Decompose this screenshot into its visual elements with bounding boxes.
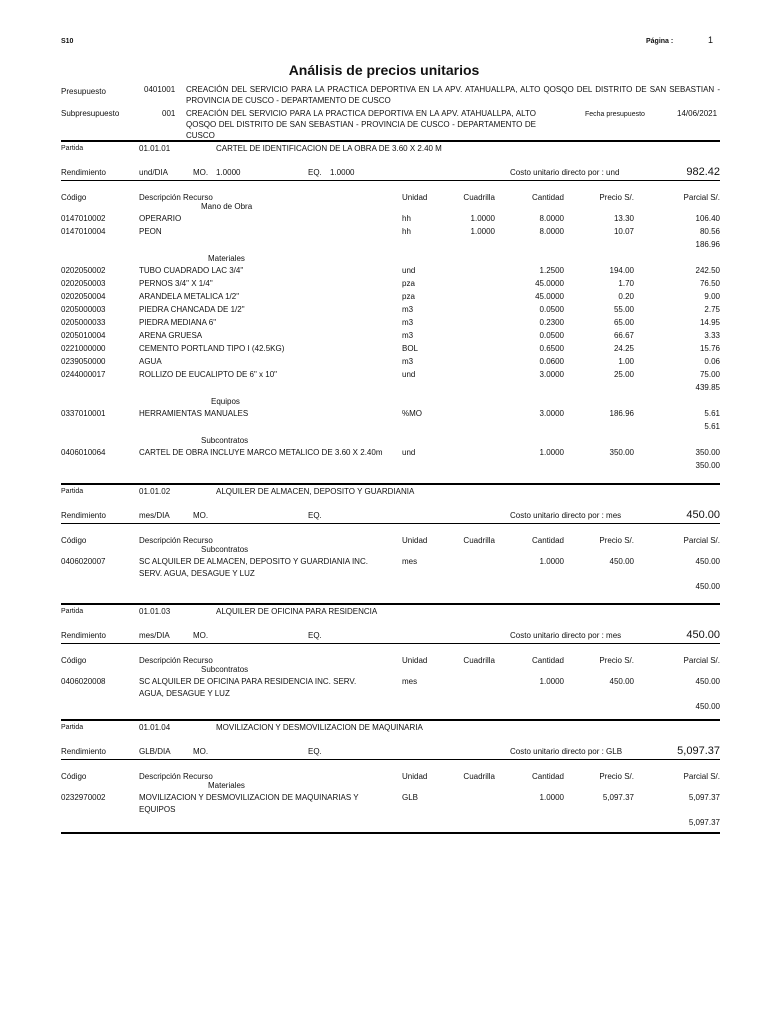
row-description: ROLLIZO DE EUCALIPTO DE 6" x 10"	[139, 370, 278, 379]
row-description: OPERARIO	[139, 214, 182, 223]
row-precio: 55.00	[613, 305, 634, 314]
costo-value: 982.42	[686, 166, 720, 178]
rendimiento-label: Rendimiento	[61, 168, 106, 177]
row-code: 0147010002	[61, 214, 106, 223]
col-precio: Precio S/.	[599, 656, 634, 665]
row-cantidad: 0.0500	[539, 331, 564, 340]
row-cantidad: 0.0500	[539, 305, 564, 314]
col-precio: Precio S/.	[599, 772, 634, 781]
row-parcial: 450.00	[695, 557, 720, 566]
row-precio: 10.07	[613, 227, 634, 236]
fecha-value: 14/06/2021	[677, 109, 718, 118]
col-codigo: Código	[61, 772, 87, 781]
subpresupuesto-label: Subpresupuesto	[61, 109, 120, 118]
row-description: AGUA	[139, 357, 162, 366]
page-title: Análisis de precios unitarios	[288, 62, 480, 78]
row-precio: 65.00	[613, 318, 634, 327]
col-codigo: Código	[61, 193, 87, 202]
row-parcial: 2.75	[704, 305, 720, 314]
row-cantidad: 1.0000	[539, 557, 564, 566]
row-unit: m3	[402, 305, 414, 314]
row-precio: 1.00	[618, 357, 634, 366]
row-description: ARANDELA METALICA 1/2"	[139, 292, 240, 301]
rendimiento-underline	[61, 759, 720, 760]
col-descripcion: Descripción Recurso	[139, 536, 213, 545]
group-subtotal: 350.00	[695, 461, 720, 470]
row-code: 0202050002	[61, 266, 106, 275]
row-unit: m3	[402, 357, 414, 366]
col-parcial: Parcial S/.	[683, 772, 720, 781]
row-description-cont: AGUA, DESAGUE Y LUZ	[139, 689, 230, 698]
report-code: S10	[61, 38, 74, 45]
row-unit: m3	[402, 318, 414, 327]
row-cantidad: 1.0000	[539, 448, 564, 457]
costo-value: 450.00	[686, 629, 720, 641]
rendimiento-unit: GLB/DIA	[139, 747, 171, 756]
row-precio: 5,097.37	[602, 793, 634, 802]
partida-code: 01.01.01	[139, 144, 171, 153]
row-description: MOVILIZACION Y DESMOVILIZACION DE MAQUINARIAS Y	[139, 793, 359, 802]
row-description: PEON	[139, 227, 162, 236]
row-cuadrilla: 1.0000	[470, 227, 495, 236]
costo-value: 5,097.37	[677, 745, 720, 757]
row-parcial: 106.40	[695, 214, 720, 223]
rendimiento-label: Rendimiento	[61, 511, 106, 520]
row-description: CEMENTO PORTLAND TIPO I (42.5KG)	[139, 344, 285, 353]
row-precio: 13.30	[613, 214, 634, 223]
col-descripcion: Descripción Recurso	[139, 772, 213, 781]
row-precio: 1.70	[618, 279, 634, 288]
costo-label: Costo unitario directo por : GLB	[510, 747, 623, 756]
row-code: 0337010001	[61, 409, 106, 418]
row-cantidad: 3.0000	[539, 370, 564, 379]
row-parcial: 3.33	[704, 331, 720, 340]
row-description: SC ALQUILER DE ALMACEN, DEPOSITO Y GUARDIANIA INC.	[139, 557, 368, 566]
row-cantidad: 45.0000	[535, 279, 564, 288]
partida-separator	[61, 483, 720, 485]
row-cantidad: 3.0000	[539, 409, 564, 418]
row-unit: pza	[402, 279, 415, 288]
row-precio: 0.20	[618, 292, 634, 301]
row-cantidad: 45.0000	[535, 292, 564, 301]
row-unit: mes	[402, 677, 418, 686]
row-unit: %MO	[402, 409, 422, 418]
row-parcial: 76.50	[699, 279, 720, 288]
costo-value: 450.00	[686, 509, 720, 521]
row-unit: und	[402, 448, 416, 457]
row-code: 0202050003	[61, 279, 106, 288]
page-number: 1	[708, 35, 714, 45]
row-precio: 66.67	[613, 331, 634, 340]
costo-label: Costo unitario directo por : und	[510, 168, 620, 177]
rendimiento-unit: mes/DIA	[139, 631, 170, 640]
col-unidad: Unidad	[402, 536, 428, 545]
row-parcial: 9.00	[704, 292, 720, 301]
row-unit: hh	[402, 227, 411, 236]
row-cuadrilla: 1.0000	[470, 214, 495, 223]
row-code: 0205000033	[61, 318, 106, 327]
mo-label: MO.	[193, 168, 209, 177]
row-precio: 194.00	[609, 266, 634, 275]
end-separator	[61, 832, 720, 834]
col-cantidad: Cantidad	[531, 656, 564, 665]
col-cuadrilla: Cuadrilla	[463, 656, 495, 665]
partida-description: CARTEL DE IDENTIFICACION DE LA OBRA DE 3.60 X 2.40 M	[216, 144, 442, 153]
row-description: SC ALQUILER DE OFICINA PARA RESIDENCIA INC. SERV.	[139, 677, 357, 686]
costo-label: Costo unitario directo por : mes	[510, 631, 622, 640]
row-code: 0232970002	[61, 793, 106, 802]
rendimiento-underline	[61, 180, 720, 181]
costo-label: Costo unitario directo por : mes	[510, 511, 622, 520]
col-cuadrilla: Cuadrilla	[463, 193, 495, 202]
partida-label: Partida	[61, 724, 84, 731]
group-subtotal: 186.96	[695, 240, 720, 249]
partida-separator	[61, 603, 720, 605]
group-subtotal: 5.61	[704, 422, 720, 431]
partida-code: 01.01.04	[139, 723, 171, 732]
row-unit: und	[402, 266, 416, 275]
row-parcial: 5.61	[704, 409, 720, 418]
row-parcial: 14.95	[699, 318, 720, 327]
group-subtotal: 5,097.37	[688, 818, 720, 827]
col-codigo: Código	[61, 656, 87, 665]
presupuesto-text: CREACIÓN DEL SERVICIO PARA LA PRACTICA DEPORTIVA EN LA APV. ATAHUALLPA, ALTO QOSQO DEL DISTRITO DE SAN SEBASTIAN - PROVINCIA DE CUSCO - DEPARTAMENTO DE CUSCO	[186, 85, 720, 105]
subpresupuesto-text: CREACIÓN DEL SERVICIO PARA LA PRACTICA DEPORTIVA EN LA APV. ATAHUALLPA, ALTO QOSQO DEL DISTRITO DE SAN SEBASTIAN - PROVINCIA DE CUSCO - DEPARTAMENTO DE CUSCO	[186, 109, 536, 140]
col-cantidad: Cantidad	[531, 536, 564, 545]
group-name: Subcontratos	[201, 436, 249, 445]
row-code: 0406010064	[61, 448, 106, 457]
col-cantidad: Cantidad	[531, 772, 564, 781]
row-precio: 450.00	[609, 677, 634, 686]
partida-separator	[61, 140, 720, 142]
mo-label: MO.	[193, 511, 209, 520]
row-cantidad: 1.0000	[539, 793, 564, 802]
row-cantidad: 0.0600	[539, 357, 564, 366]
partida-code: 01.01.03	[139, 607, 171, 616]
group-name: Subcontratos	[201, 665, 249, 674]
col-precio: Precio S/.	[599, 536, 634, 545]
row-description: CARTEL DE OBRA INCLUYE MARCO METALICO DE 3.60 X 2.40m	[139, 448, 383, 457]
row-description: PERNOS 3/4" X 1/4"	[139, 279, 213, 288]
subpresupuesto-code: 001	[162, 109, 176, 118]
group-name: Materiales	[208, 781, 245, 790]
row-description: PIEDRA CHANCADA DE 1/2"	[139, 305, 245, 314]
group-name: Equipos	[211, 397, 240, 406]
row-precio: 450.00	[609, 557, 634, 566]
partida-description: ALQUILER DE OFICINA PARA RESIDENCIA	[216, 607, 378, 616]
row-precio: 350.00	[609, 448, 634, 457]
col-cantidad: Cantidad	[531, 193, 564, 202]
rendimiento-unit: und/DIA	[139, 168, 168, 177]
partida-description: ALQUILER DE ALMACEN, DEPOSITO Y GUARDIANIA	[216, 487, 415, 496]
partida-separator	[61, 719, 720, 721]
group-subtotal: 450.00	[695, 702, 720, 711]
row-unit: GLB	[402, 793, 419, 802]
group-name: Mano de Obra	[201, 202, 253, 211]
row-description: ARENA GRUESA	[139, 331, 203, 340]
row-code: 0244000017	[61, 370, 106, 379]
row-cantidad: 1.2500	[539, 266, 564, 275]
eq-label: EQ.	[308, 168, 322, 177]
row-cantidad: 1.0000	[539, 677, 564, 686]
row-code: 0205010004	[61, 331, 106, 340]
row-parcial: 0.06	[704, 357, 720, 366]
group-subtotal: 450.00	[695, 582, 720, 591]
row-description-cont: EQUIPOS	[139, 805, 176, 814]
col-descripcion: Descripción Recurso	[139, 193, 213, 202]
partida-label: Partida	[61, 608, 84, 615]
row-code: 0202050004	[61, 292, 106, 301]
row-description: TUBO CUADRADO LAC 3/4"	[139, 266, 244, 275]
row-parcial: 15.76	[699, 344, 720, 353]
row-code: 0221000000	[61, 344, 106, 353]
eq-value: 1.0000	[330, 168, 355, 177]
col-unidad: Unidad	[402, 193, 428, 202]
col-unidad: Unidad	[402, 656, 428, 665]
row-unit: pza	[402, 292, 415, 301]
group-name: Subcontratos	[201, 545, 249, 554]
presupuesto-code: 0401001	[144, 85, 176, 94]
col-parcial: Parcial S/.	[683, 656, 720, 665]
row-code: 0205000003	[61, 305, 106, 314]
partida-description: MOVILIZACION Y DESMOVILIZACION DE MAQUINARIA	[216, 723, 423, 732]
mo-label: MO.	[193, 747, 209, 756]
eq-label: EQ.	[308, 511, 322, 520]
col-unidad: Unidad	[402, 772, 428, 781]
col-precio: Precio S/.	[599, 193, 634, 202]
rendimiento-label: Rendimiento	[61, 631, 106, 640]
partida-label: Partida	[61, 488, 84, 495]
row-unit: BOL	[402, 344, 419, 353]
partida-code: 01.01.02	[139, 487, 171, 496]
col-descripcion: Descripción Recurso	[139, 656, 213, 665]
partida-label: Partida	[61, 145, 84, 152]
col-cuadrilla: Cuadrilla	[463, 772, 495, 781]
rendimiento-underline	[61, 643, 720, 644]
row-parcial: 75.00	[699, 370, 720, 379]
row-code: 0239050000	[61, 357, 106, 366]
page-label: Página :	[646, 38, 674, 45]
row-cantidad: 8.0000	[539, 227, 564, 236]
col-cuadrilla: Cuadrilla	[463, 536, 495, 545]
fecha-label: Fecha presupuesto	[585, 111, 645, 118]
col-codigo: Código	[61, 536, 87, 545]
row-cantidad: 0.2300	[539, 318, 564, 327]
row-description: PIEDRA MEDIANA 6"	[139, 318, 217, 327]
presupuesto-label: Presupuesto	[61, 87, 106, 96]
row-code: 0406020007	[61, 557, 106, 566]
row-code: 0147010004	[61, 227, 106, 236]
row-parcial: 5,097.37	[688, 793, 720, 802]
row-code: 0406020008	[61, 677, 106, 686]
row-unit: hh	[402, 214, 411, 223]
rendimiento-unit: mes/DIA	[139, 511, 170, 520]
row-parcial: 242.50	[695, 266, 720, 275]
row-precio: 24.25	[613, 344, 634, 353]
rendimiento-underline	[61, 523, 720, 524]
group-subtotal: 439.85	[695, 383, 720, 392]
group-name: Materiales	[208, 254, 245, 263]
row-cantidad: 0.6500	[539, 344, 564, 353]
eq-label: EQ.	[308, 747, 322, 756]
row-parcial: 350.00	[695, 448, 720, 457]
row-parcial: 80.56	[699, 227, 720, 236]
eq-label: EQ.	[308, 631, 322, 640]
mo-value: 1.0000	[216, 168, 241, 177]
rendimiento-label: Rendimiento	[61, 747, 106, 756]
row-precio: 25.00	[613, 370, 634, 379]
row-description-cont: SERV. AGUA, DESAGUE Y LUZ	[139, 569, 255, 578]
col-parcial: Parcial S/.	[683, 536, 720, 545]
row-description: HERRAMIENTAS MANUALES	[139, 409, 249, 418]
row-precio: 186.96	[609, 409, 634, 418]
row-unit: und	[402, 370, 416, 379]
row-cantidad: 8.0000	[539, 214, 564, 223]
row-unit: mes	[402, 557, 418, 566]
row-unit: m3	[402, 331, 414, 340]
col-parcial: Parcial S/.	[683, 193, 720, 202]
row-parcial: 450.00	[695, 677, 720, 686]
mo-label: MO.	[193, 631, 209, 640]
